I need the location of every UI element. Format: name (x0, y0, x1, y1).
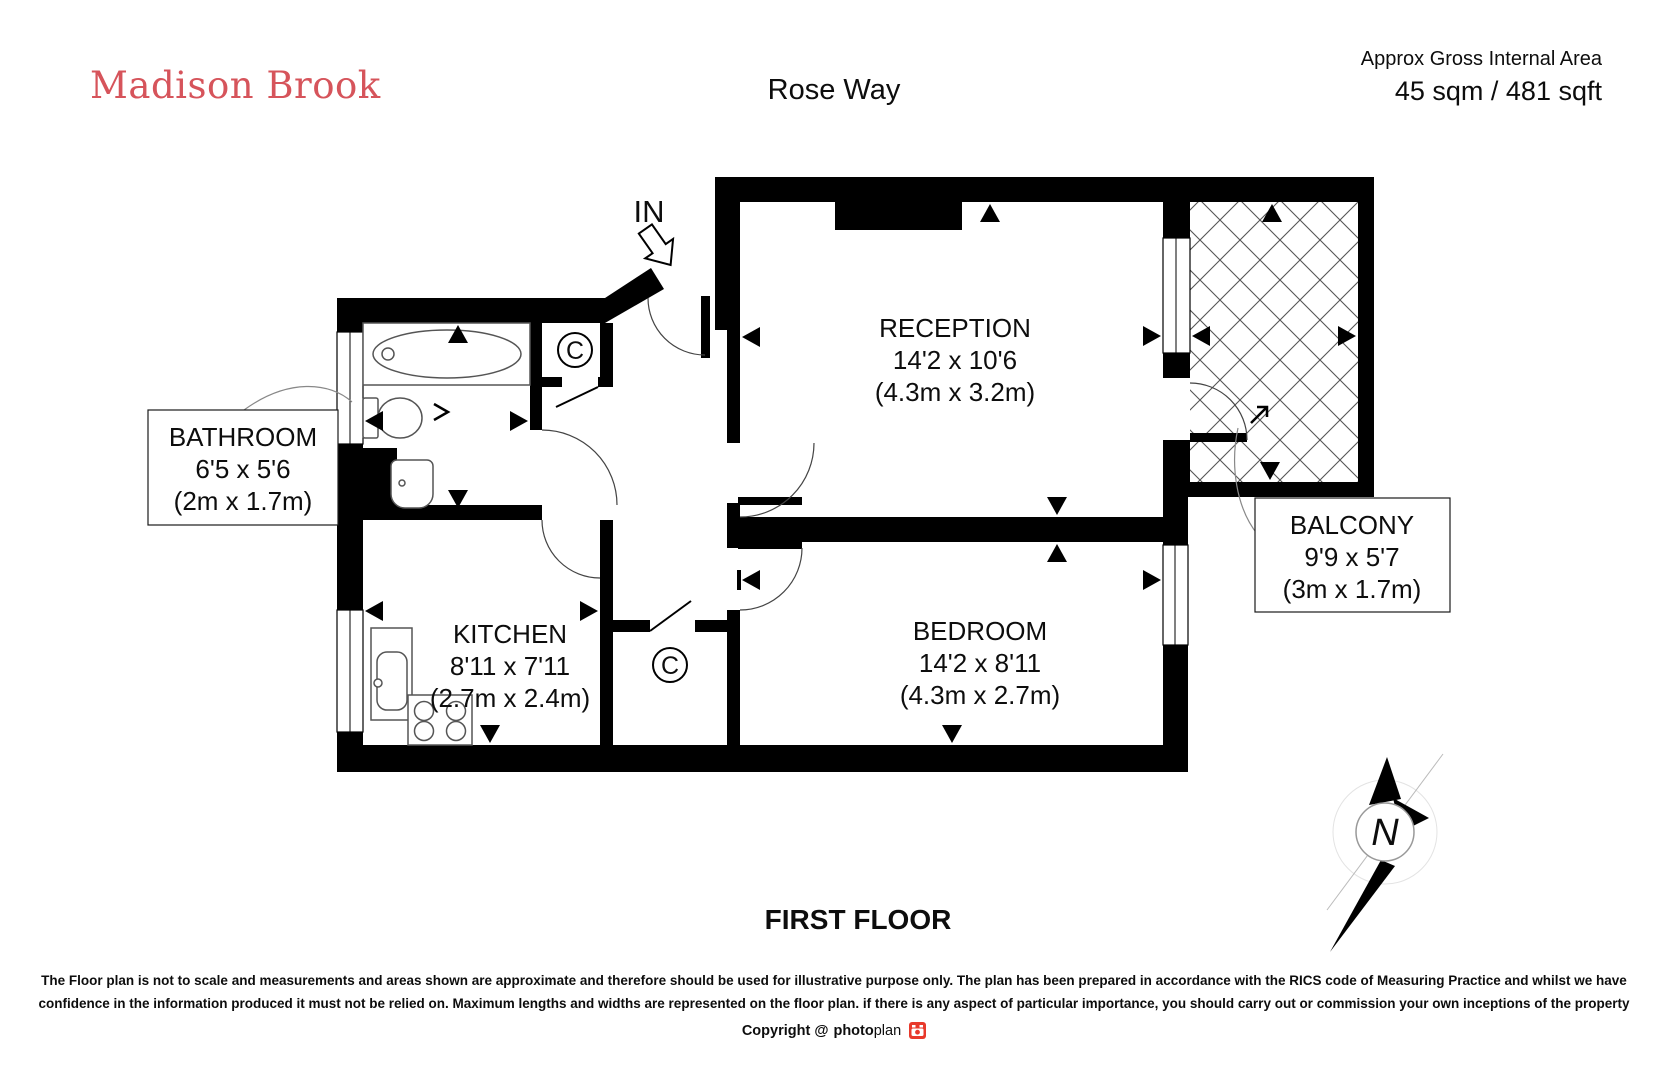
room-label-kitchen (430, 619, 590, 713)
svg-text:14'2 x 8'11: 14'2 x 8'11 (918, 648, 1042, 678)
cupboard-top (558, 333, 592, 367)
floor-label: FIRST FLOOR (764, 904, 952, 935)
cupboard-label: C (565, 337, 585, 365)
svg-text:6'5 x 5'6: 6'5 x 5'6 (195, 454, 291, 484)
bathroom-door-arc (542, 430, 617, 505)
room-label-reception (875, 313, 1035, 407)
photoplan-wordmark: photoplan (833, 1022, 902, 1039)
bathroom-window (337, 332, 363, 444)
kitchen-door-arc (542, 520, 600, 578)
room-label-bedroom (900, 616, 1060, 710)
area-label: Approx Gross Internal Area (1360, 48, 1602, 70)
copyright (0, 1022, 1668, 1039)
disclaimer (0, 970, 1668, 1015)
svg-text:9'9 x 5'7: 9'9 x 5'7 (1304, 542, 1400, 572)
svg-text:BEDROOM: BEDROOM (912, 616, 1048, 646)
bedroom-window (1163, 545, 1188, 645)
closet-door-leaf (650, 601, 691, 631)
svg-text:RECEPTION: RECEPTION (879, 313, 1031, 343)
bathtub-icon (363, 323, 530, 385)
svg-text:14'2 x 10'6: 14'2 x 10'6 (892, 345, 1018, 375)
disclaimer-line1: The Floor plan is not to scale and measurements and areas shown are approximate and therefore should be used for illustrative purpose only. The plan has been prepared in accordance with the RICS code of Measuring Practice and whilst we have (41, 973, 1627, 988)
svg-text:(4.3m x 3.2m): (4.3m x 3.2m) (874, 377, 1036, 407)
svg-text:(2m x 1.7m): (2m x 1.7m) (173, 486, 313, 516)
copyright-prefix: Copyright @ (741, 1022, 829, 1039)
svg-text:BATHROOM: BATHROOM (168, 422, 318, 452)
north-label: N (1371, 812, 1399, 854)
kitchen-sink-icon (371, 628, 412, 720)
chevron-mark (434, 404, 448, 420)
svg-text:(4.3m x 2.7m): (4.3m x 2.7m) (899, 680, 1061, 710)
compass-icon (1327, 754, 1443, 952)
cupboard-label: C (660, 652, 680, 680)
room-label-bathroom (148, 386, 352, 525)
reception-balcony-window (1163, 238, 1190, 353)
plan-title: Rose Way (767, 74, 901, 106)
photoplan-camera-icon (909, 1022, 926, 1039)
reception-door-arc (740, 443, 814, 517)
basin-icon (391, 460, 433, 508)
svg-text:KITCHEN: KITCHEN (452, 619, 568, 649)
entrance-door (648, 296, 710, 358)
cupboard-door-leaf (556, 387, 598, 407)
svg-text:BALCONY: BALCONY (1289, 510, 1415, 540)
svg-text:(2.7m x 2.4m): (2.7m x 2.4m) (429, 683, 591, 713)
svg-text:8'11 x 7'11: 8'11 x 7'11 (449, 651, 571, 681)
entrance-label: IN (633, 194, 665, 229)
disclaimer-line2: confidence in the information produced it must not be relied on. Maximum lengths and widths are represented on the floor plan. if there is any aspect of particular importance, you should carry out or commission your own inceptions of the property (38, 995, 1630, 1011)
kitchen-window (337, 610, 363, 732)
svg-text:(3m x 1.7m): (3m x 1.7m) (1282, 574, 1422, 604)
area-value: 45 sqm / 481 sqft (1394, 76, 1602, 106)
cupboard-bottom (653, 648, 687, 682)
brand-logo: Madison Brook (90, 64, 381, 107)
